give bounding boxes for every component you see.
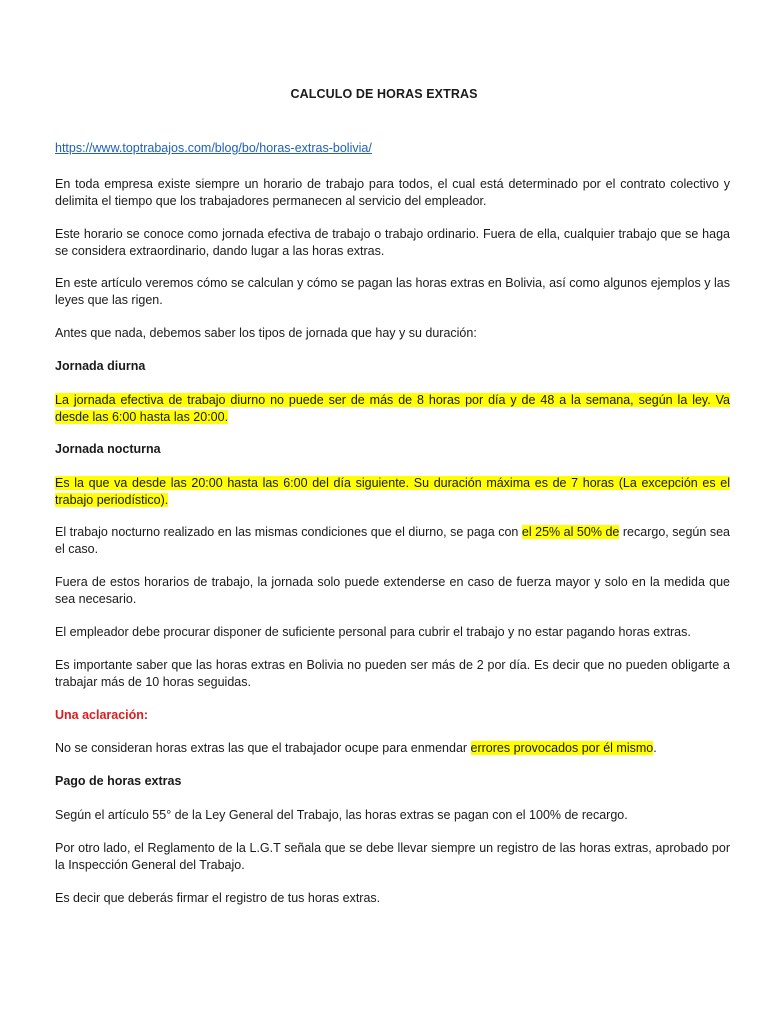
aclaracion-text-a: No se consideran horas extras las que el trabajador ocupe para enmendar xyxy=(55,741,471,755)
paragraph-fuerza-mayor: Fuera de estos horarios de trabajo, la jornada solo puede extenderse en caso de fuerza mayor y solo en la medida que sea necesario. xyxy=(55,575,730,606)
paragraph-definition: Este horario se conoce como jornada efectiva de trabajo o trabajo ordinario. Fuera de ella, cualquier trabajo que se haga se considera extraordinario, dando lugar a las horas extras. xyxy=(55,227,730,258)
recargo-text-a: El trabajo nocturno realizado en las mismas condiciones que el diurno, se paga con xyxy=(55,525,522,539)
heading-jornada-diurna: Jornada diurna xyxy=(55,359,146,373)
heading-pago: Pago de horas extras xyxy=(55,774,182,788)
paragraph-limite: Es importante saber que las horas extras en Bolivia no pueden ser más de 2 por día. Es decir que no pueden obligarte a trabajar más de 10 horas seguidas. xyxy=(55,658,730,689)
highlight-recargo: el 25% al 50% de xyxy=(521,525,620,539)
highlight-errores: errores provocados por él mismo xyxy=(470,741,654,755)
paragraph-firma: Es decir que deberás firmar el registro de tus horas extras. xyxy=(55,891,381,905)
highlight-nocturna: Es la que va desde las 20:00 hasta las 6:00 del día siguiente. Su duración máxima es de 7 horas (La excepción es el trabajo periodístico). xyxy=(55,476,730,507)
paragraph-intro: En toda empresa existe siempre un horario de trabajo para todos, el cual está determinado por el contrato colectivo y delimita el tiempo que los trabajadores permanecen al servicio del empleador. xyxy=(55,177,730,208)
source-link[interactable]: https://www.toptrabajos.com/blog/bo/horas-extras-bolivia/ xyxy=(55,141,372,155)
paragraph-articulo-55: Según el artículo 55° de la Ley General del Trabajo, las horas extras se pagan con el 100% de recargo. xyxy=(55,808,628,822)
paragraph-personal: El empleador debe procurar disponer de suficiente personal para cubrir el trabajo y no estar pagando horas extras. xyxy=(55,625,691,639)
highlight-diurna: La jornada efectiva de trabajo diurno no puede ser de más de 8 horas por día y de 48 a la semana, según la ley. Va desde las 6:00 hasta las 20:00. xyxy=(55,393,730,424)
paragraph-recargo xyxy=(55,524,730,557)
heading-aclaracion: Una aclaración: xyxy=(55,708,149,722)
paragraph-reglamento: Por otro lado, el Reglamento de la L.G.T señala que se debe llevar siempre un registro de las horas extras, aprobado por la Inspección General del Trabajo. xyxy=(55,841,730,872)
paragraph-nocturna xyxy=(55,475,730,508)
paragraph-article: En este artículo veremos cómo se calculan y cómo se pagan las horas extras en Bolivia, así como algunos ejemplos y las leyes que las rigen. xyxy=(55,276,730,307)
recargo-text-b: recargo, según sea el caso. xyxy=(55,525,730,556)
paragraph-types: Antes que nada, debemos saber los tipos de jornada que hay y su duración: xyxy=(55,326,477,340)
page-title: CALCULO DE HORAS EXTRAS xyxy=(290,87,478,101)
aclaracion-text-b: . xyxy=(653,741,657,755)
paragraph-aclaracion xyxy=(55,740,730,757)
heading-jornada-nocturna: Jornada nocturna xyxy=(55,442,161,456)
paragraph-diurna xyxy=(55,392,730,425)
